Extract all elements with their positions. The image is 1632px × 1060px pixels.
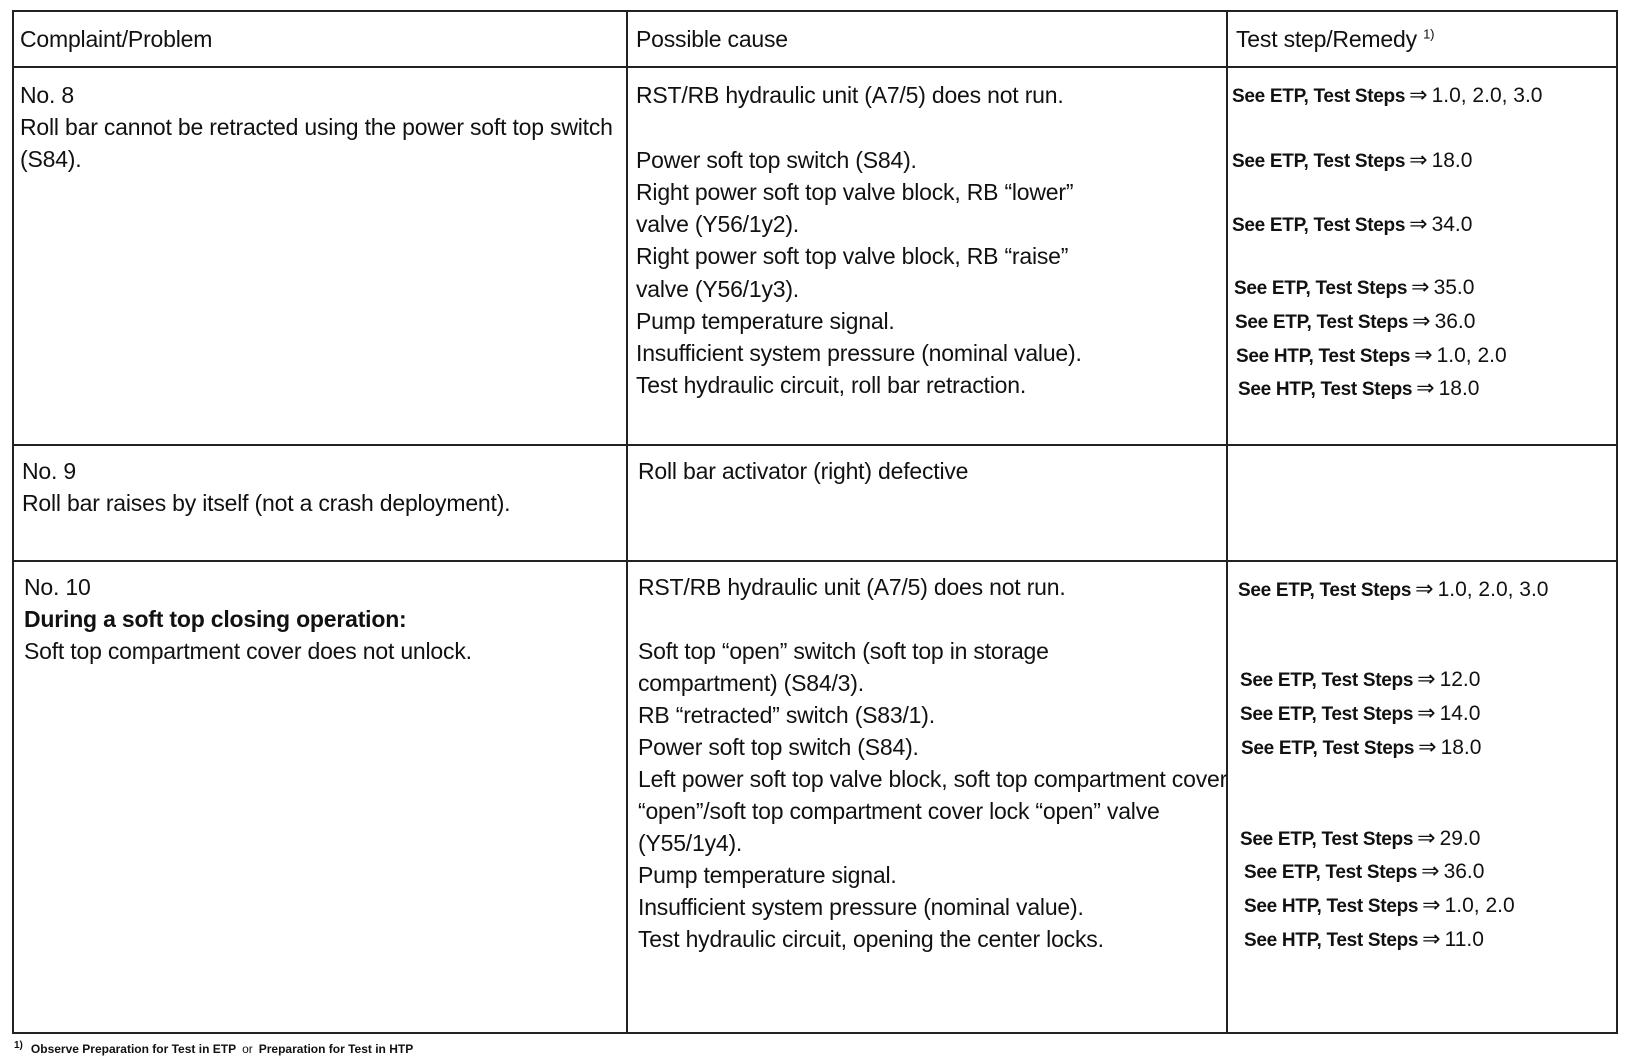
- footnote-part2: Preparation for Test in HTP: [258, 1042, 414, 1056]
- cause-line: RST/RB hydraulic unit (A7/5) does not run.: [638, 574, 1066, 600]
- remedy-prefix: See ETP, Test Steps: [1235, 312, 1409, 333]
- arrow-icon: ⇒: [1411, 274, 1430, 299]
- footnote: [14, 1040, 413, 1056]
- remedy-line: [1232, 147, 1472, 173]
- column-divider-1: [626, 12, 628, 1032]
- remedy-line: [1241, 734, 1481, 760]
- header-cause: Possible cause: [636, 26, 788, 52]
- row-10-number: No. 10: [24, 574, 91, 600]
- cause-line: compartment) (S84/3).: [638, 670, 864, 696]
- cause-line: valve (Y56/1y2).: [636, 211, 799, 237]
- remedy-steps: 1.0, 2.0: [1436, 344, 1507, 367]
- cause-line: Right power soft top valve block, RB “lower”: [636, 179, 1074, 205]
- remedy-prefix: See ETP, Test Steps: [1232, 215, 1406, 236]
- cause-line: Roll bar activator (right) defective: [638, 458, 969, 484]
- remedy-prefix: See HTP, Test Steps: [1244, 896, 1419, 917]
- cause-line: Pump temperature signal.: [638, 862, 897, 888]
- footnote-part1: Observe Preparation for Test in ETP: [30, 1042, 237, 1056]
- arrow-icon: ⇒: [1418, 734, 1437, 759]
- cause-line: Power soft top switch (S84).: [638, 734, 919, 760]
- remedy-steps: 1.0, 2.0, 3.0: [1431, 84, 1543, 107]
- remedy-line: [1240, 700, 1480, 726]
- cause-line: (Y55/1y4).: [638, 830, 743, 856]
- remedy-prefix: See ETP, Test Steps: [1241, 738, 1415, 759]
- remedy-steps: 14.0: [1439, 702, 1481, 725]
- remedy-prefix: See ETP, Test Steps: [1234, 278, 1408, 299]
- footnote-ref: 1): [1423, 26, 1435, 42]
- remedy-line: [1238, 576, 1548, 602]
- row-9-number: No. 9: [22, 458, 76, 484]
- arrow-icon: ⇒: [1421, 858, 1440, 883]
- footnote-or: or: [242, 1042, 253, 1056]
- arrow-icon: ⇒: [1409, 147, 1428, 172]
- header-divider: [14, 66, 1616, 68]
- remedy-prefix: See ETP, Test Steps: [1240, 704, 1414, 725]
- remedy-prefix: See ETP, Test Steps: [1232, 151, 1406, 172]
- remedy-steps: 11.0: [1444, 928, 1484, 951]
- cause-line: “open”/soft top compartment cover lock “open” valve: [638, 798, 1160, 824]
- remedy-steps: 34.0: [1431, 213, 1473, 236]
- cause-line: RB “retracted” switch (S83/1).: [638, 702, 935, 728]
- cause-line: Pump temperature signal.: [636, 308, 895, 334]
- remedy-prefix: See HTP, Test Steps: [1238, 379, 1413, 400]
- cause-line: Test hydraulic circuit, roll bar retraction.: [636, 372, 1027, 398]
- remedy-steps: 29.0: [1439, 827, 1481, 850]
- remedy-line: [1240, 825, 1480, 851]
- diagnosis-table: [12, 10, 1618, 1034]
- remedy-prefix: See ETP, Test Steps: [1240, 670, 1414, 691]
- arrow-icon: ⇒: [1417, 666, 1436, 691]
- remedy-steps: 1.0, 2.0, 3.0: [1437, 578, 1549, 601]
- remedy-prefix: See ETP, Test Steps: [1244, 862, 1418, 883]
- remedy-line: [1232, 211, 1472, 237]
- header-complaint: Complaint/Problem: [20, 26, 213, 52]
- remedy-line: [1244, 892, 1515, 918]
- remedy-line: [1244, 926, 1484, 952]
- remedy-steps: 1.0, 2.0: [1444, 894, 1515, 917]
- remedy-line: [1238, 375, 1479, 401]
- remedy-steps: 18.0: [1440, 736, 1482, 759]
- footnote-marker: 1): [14, 1040, 23, 1051]
- row-10-complaint-heading: During a soft top closing operation:: [24, 606, 407, 632]
- remedy-prefix: See ETP, Test Steps: [1240, 829, 1414, 850]
- row-8-complaint-line: Roll bar cannot be retracted using the power soft top switch: [20, 114, 613, 140]
- column-divider-2: [1226, 12, 1228, 1032]
- row-8-complaint-line: (S84).: [20, 146, 82, 172]
- header-remedy: [1236, 26, 1434, 53]
- remedy-steps: 35.0: [1433, 276, 1475, 299]
- remedy-line: [1244, 858, 1484, 884]
- remedy-steps: 18.0: [1438, 377, 1480, 400]
- arrow-icon: ⇒: [1409, 82, 1428, 107]
- remedy-prefix: See HTP, Test Steps: [1244, 930, 1419, 951]
- remedy-line: [1235, 308, 1475, 334]
- cause-line: Insufficient system pressure (nominal value).: [638, 894, 1084, 920]
- arrow-icon: ⇒: [1417, 825, 1436, 850]
- cause-line: Left power soft top valve block, soft top compartment cover: [638, 766, 1228, 792]
- remedy-prefix: See ETP, Test Steps: [1232, 86, 1406, 107]
- arrow-icon: ⇒: [1422, 926, 1441, 951]
- cause-line: Right power soft top valve block, RB “raise”: [636, 243, 1069, 269]
- arrow-icon: ⇒: [1414, 342, 1433, 367]
- remedy-line: [1236, 342, 1507, 368]
- cause-line: RST/RB hydraulic unit (A7/5) does not run.: [636, 82, 1064, 108]
- row-9-complaint-line: Roll bar raises by itself (not a crash deployment).: [22, 490, 511, 516]
- cause-line: Test hydraulic circuit, opening the center locks.: [638, 926, 1104, 952]
- cause-line: valve (Y56/1y3).: [636, 276, 799, 302]
- arrow-icon: ⇒: [1416, 375, 1435, 400]
- cause-line: Soft top “open” switch (soft top in storage: [638, 638, 1049, 664]
- arrow-icon: ⇒: [1415, 576, 1434, 601]
- remedy-steps: 12.0: [1439, 668, 1481, 691]
- cause-line: Insufficient system pressure (nominal value).: [636, 340, 1082, 366]
- row-10-complaint-line: Soft top compartment cover does not unlock.: [24, 638, 472, 664]
- arrow-icon: ⇒: [1412, 308, 1431, 333]
- remedy-steps: 18.0: [1431, 149, 1473, 172]
- cause-line: Power soft top switch (S84).: [636, 147, 917, 173]
- arrow-icon: ⇒: [1409, 211, 1428, 236]
- arrow-icon: ⇒: [1422, 892, 1441, 917]
- remedy-prefix: See ETP, Test Steps: [1238, 580, 1412, 601]
- remedy-line: [1240, 666, 1480, 692]
- row-divider-8-9: [14, 444, 1616, 446]
- remedy-steps: 36.0: [1443, 860, 1485, 883]
- remedy-line: [1234, 274, 1474, 300]
- arrow-icon: ⇒: [1417, 700, 1436, 725]
- remedy-prefix: See HTP, Test Steps: [1236, 346, 1411, 367]
- row-8-number: No. 8: [20, 82, 74, 108]
- remedy-line: [1232, 82, 1542, 108]
- header-remedy-label: Test step/Remedy: [1236, 26, 1417, 52]
- remedy-steps: 36.0: [1434, 310, 1476, 333]
- row-divider-9-10: [14, 560, 1616, 562]
